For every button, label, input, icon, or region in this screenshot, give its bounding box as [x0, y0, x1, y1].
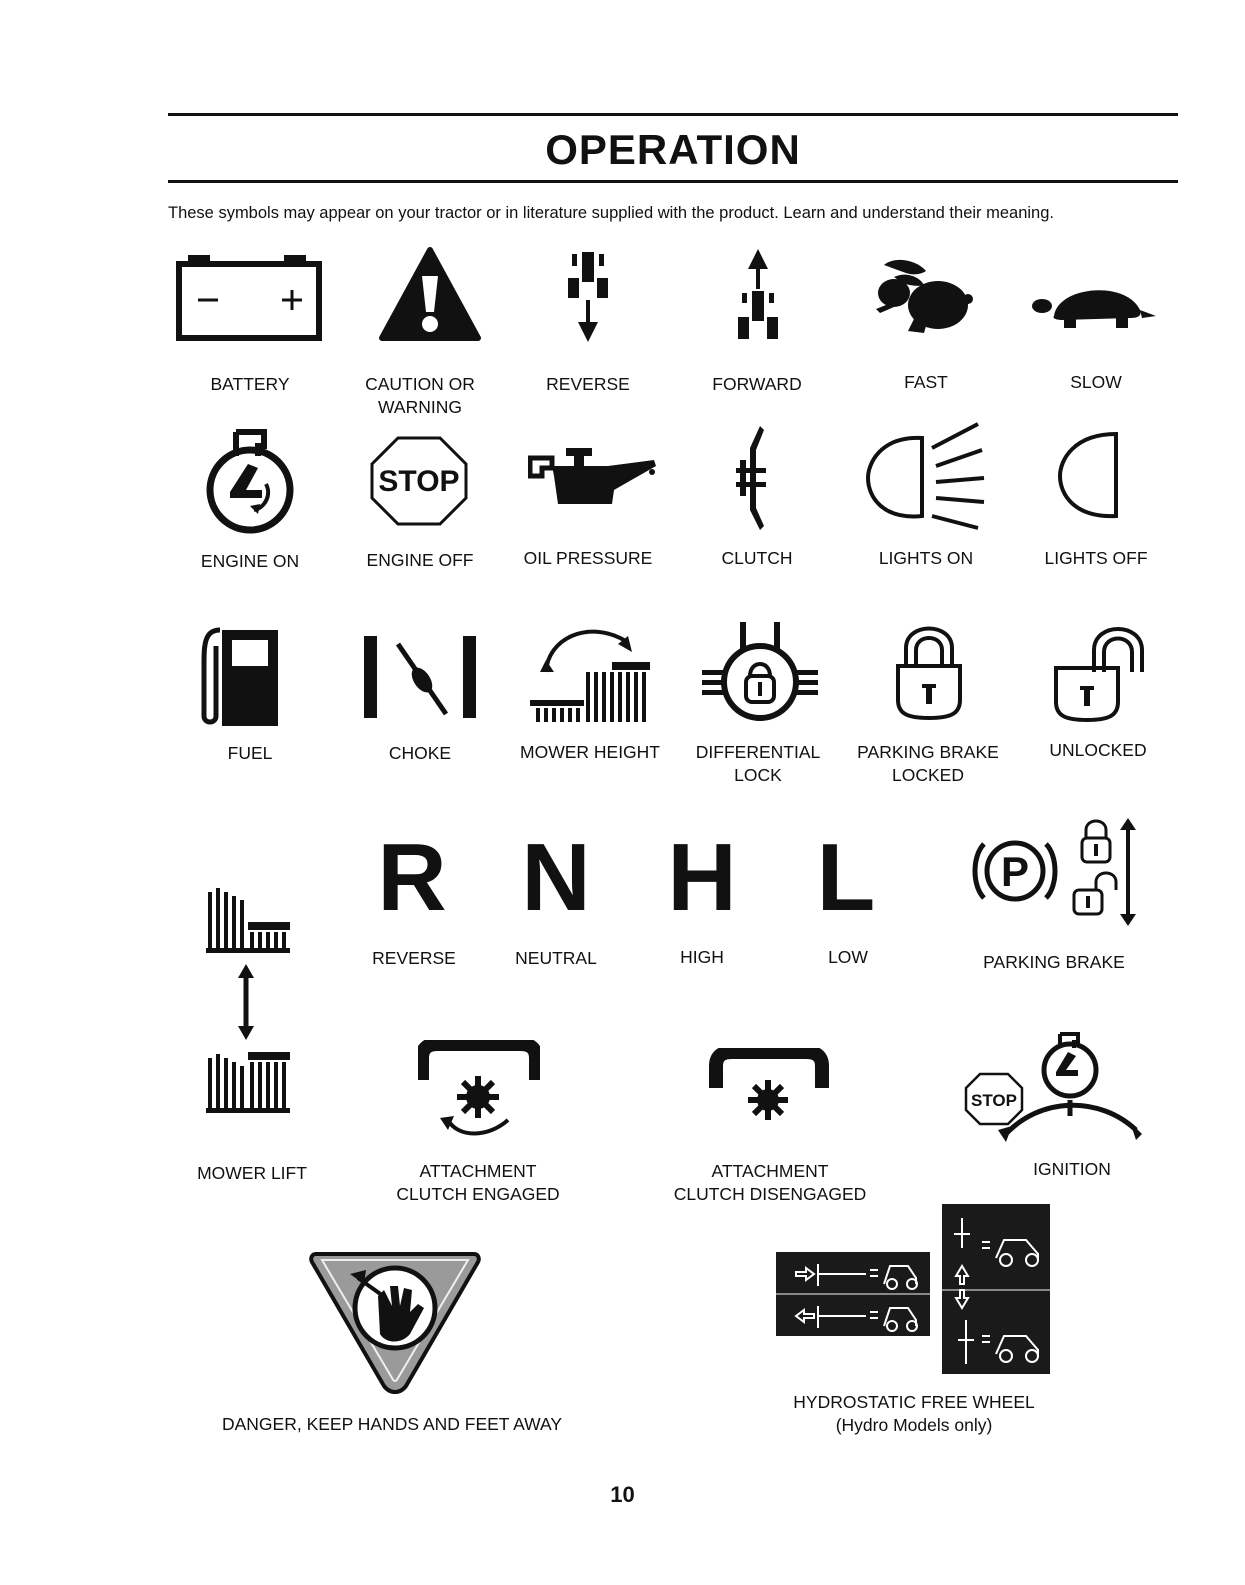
battery-icon	[176, 255, 322, 341]
page-title: OPERATION	[545, 126, 801, 173]
attachment-clutch-engaged-icon	[418, 1040, 540, 1140]
label-engine-on: ENGINE ON	[200, 551, 300, 571]
stop-text: STOP	[378, 465, 460, 498]
title-underline	[168, 180, 1178, 183]
attachment-clutch-disengaged-icon	[708, 1048, 830, 1124]
top-rule	[168, 113, 1178, 116]
label-ignition: IGNITION	[1033, 1159, 1111, 1179]
label-neutral: NEUTRAL	[515, 948, 597, 968]
label-att-eng-line1: ATTACHMENT	[419, 1161, 537, 1181]
lights-on-icon	[866, 420, 988, 532]
label-fast: FAST	[904, 372, 948, 392]
mower-height-icon	[528, 616, 652, 724]
label-unlocked: UNLOCKED	[1049, 740, 1147, 760]
differential-lock-icon	[700, 620, 820, 724]
label-oil-pressure: OIL PRESSURE	[523, 548, 653, 568]
intro-text: These symbols may appear on your tractor or in literature supplied with the product. Learn and understand their meaning.	[168, 204, 1054, 222]
fuel-pump-icon	[200, 626, 284, 730]
label-lights-on: LIGHTS ON	[878, 548, 974, 568]
choke-icon	[362, 634, 478, 720]
label-high: HIGH	[680, 947, 724, 967]
label-pbrake-locked-line1: PARKING BRAKE	[857, 742, 999, 762]
label-diff-line1: DIFFERENTIAL	[695, 742, 821, 762]
mower-lift-icon	[200, 880, 296, 1116]
label-caution-line1: CAUTION OR	[365, 374, 475, 394]
label-lights-off: LIGHTS OFF	[1044, 548, 1148, 568]
rabbit-fast-icon	[866, 253, 974, 337]
oil-can-icon	[528, 446, 658, 512]
label-battery: BATTERY	[210, 374, 290, 394]
ignition-stop-text: STOP	[971, 1091, 1017, 1110]
label-fuel: FUEL	[227, 743, 273, 763]
danger-hand-icon	[306, 1250, 484, 1394]
gear-l-letter: L	[816, 824, 876, 931]
label-low: LOW	[828, 947, 868, 967]
label-danger: DANGER, KEEP HANDS AND FEET AWAY	[221, 1414, 563, 1434]
label-parking-brake: PARKING BRAKE	[983, 952, 1125, 972]
label-pbrake-locked-line2: LOCKED	[892, 765, 964, 785]
lights-off-icon	[1056, 430, 1122, 522]
label-diff-line2: LOCK	[734, 765, 782, 785]
gear-h-letter: H	[667, 824, 737, 931]
page-number: 10	[610, 1482, 635, 1507]
label-att-eng-line2: CLUTCH ENGAGED	[396, 1184, 560, 1204]
engine-off-stop-icon	[370, 436, 468, 526]
label-hydro-line2: (Hydro Models only)	[835, 1415, 993, 1435]
engine-on-icon	[200, 428, 300, 534]
reverse-tractor-arrow-icon	[566, 250, 612, 345]
label-reverse: REVERSE	[546, 374, 630, 394]
label-choke: CHOKE	[388, 743, 452, 763]
label-hydro-line1: HYDROSTATIC FREE WHEEL	[793, 1392, 1035, 1412]
clutch-icon	[730, 424, 776, 532]
label-att-dis-line2: CLUTCH DISENGAGED	[673, 1184, 867, 1204]
label-reverse-gear: REVERSE	[372, 948, 456, 968]
forward-tractor-arrow-icon	[736, 247, 782, 342]
turtle-slow-icon	[1030, 276, 1160, 336]
parking-brake-p-icon	[968, 816, 1142, 928]
label-slow: SLOW	[1070, 372, 1122, 392]
gear-n-letter: N	[521, 824, 591, 931]
label-engine-off: ENGINE OFF	[366, 550, 474, 570]
p-letter: P	[1000, 848, 1030, 895]
label-mower-height: MOWER HEIGHT	[520, 742, 660, 762]
label-clutch: CLUTCH	[721, 548, 793, 568]
hydrostatic-free-wheel-icon	[776, 1204, 1052, 1376]
label-att-dis-line1: ATTACHMENT	[711, 1161, 829, 1181]
label-mower-lift: MOWER LIFT	[197, 1163, 307, 1183]
unlocked-padlock-icon	[1054, 616, 1146, 722]
gear-r-letter: R	[377, 824, 447, 931]
ignition-icon	[960, 1030, 1150, 1146]
caution-warning-icon	[378, 246, 482, 342]
label-caution-line2: WARNING	[378, 397, 462, 417]
label-forward: FORWARD	[712, 374, 802, 394]
parking-brake-locked-icon	[894, 618, 964, 720]
